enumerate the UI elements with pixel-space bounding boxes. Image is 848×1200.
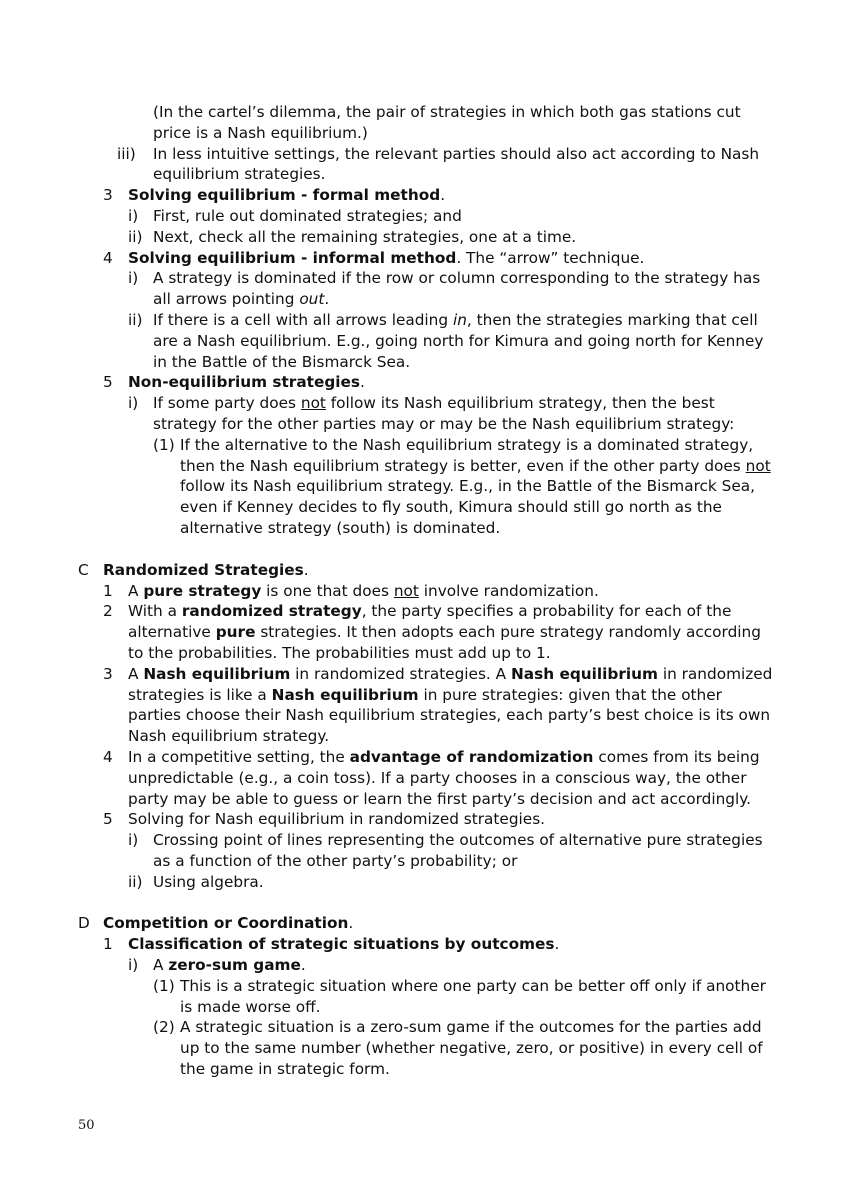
item-text: [153, 310, 778, 372]
bold-term: Nash equilibrium: [271, 685, 419, 704]
item-text: [153, 102, 778, 144]
outline-item: [0, 206, 848, 227]
item-label: D: [78, 914, 90, 933]
text-run: in randomized strategies. A: [290, 664, 511, 683]
item-label: 2: [103, 602, 113, 621]
bold-term: Nash equilibrium: [143, 664, 291, 683]
outline-item: [0, 372, 848, 393]
item-label: (1): [153, 976, 175, 995]
text-run: .: [303, 560, 309, 579]
item-label: ii): [128, 310, 143, 329]
item-label: 1: [103, 581, 113, 600]
outline-item: [0, 872, 848, 893]
item-text: [128, 747, 778, 809]
outline-item: [0, 248, 848, 269]
blank-line: [0, 539, 848, 560]
outline-item: [0, 664, 848, 747]
text-run: In less intuitive settings, the relevant parties should also act according to Nash equilibrium strategies.: [153, 144, 760, 184]
section-heading: [0, 560, 848, 581]
text-run: First, rule out dominated strategies; and: [153, 206, 462, 225]
outline-item: [0, 102, 848, 144]
text-run: In a competitive setting, the: [128, 747, 350, 766]
item-label: ii): [128, 872, 143, 891]
item-text: [153, 206, 778, 227]
text-run: A strategy is dominated if the row or column corresponding to the strategy has all arrows pointing: [153, 269, 761, 309]
text-run: This is a strategic situation where one party can be better off only if another is made worse off.: [180, 976, 766, 1016]
outline-item: [0, 955, 848, 976]
outline-item: [0, 934, 848, 955]
outline-item: [0, 268, 848, 310]
item-label: 5: [103, 810, 113, 829]
text-run: is one that does: [261, 581, 394, 600]
item-text: [128, 248, 778, 269]
item-label: i): [128, 269, 139, 288]
outline-item: [0, 144, 848, 186]
text-run: . The “arrow” technique.: [456, 248, 645, 267]
text-run: .: [360, 373, 365, 392]
text-run: .: [300, 956, 306, 975]
bold-term: Competition or Coordination: [103, 914, 349, 933]
item-text: [153, 144, 778, 186]
item-text: [153, 872, 778, 893]
item-label: C: [78, 560, 89, 579]
underlined-word: not: [393, 581, 419, 600]
item-label: ii): [128, 227, 143, 246]
item-text: [153, 393, 778, 435]
text-run: A: [128, 581, 144, 600]
bold-term: Classification of strategic situations by outcomes: [128, 935, 555, 954]
bold-term: zero-sum game: [168, 956, 301, 975]
section-heading: [0, 913, 848, 934]
text-run: Using algebra.: [153, 872, 264, 891]
item-text: [128, 372, 778, 393]
underlined-word: not: [745, 456, 771, 475]
text-run: If there is a cell with all arrows leading: [153, 310, 453, 329]
item-label: (1): [153, 435, 175, 454]
outline-item: [0, 185, 848, 206]
outline-item: [0, 601, 848, 663]
bold-term: pure strategy: [143, 581, 262, 600]
item-text: [128, 809, 778, 830]
text-run: With a: [128, 602, 182, 621]
item-label: 3: [103, 186, 113, 205]
italic-word: out: [299, 290, 325, 309]
outline-item: [0, 809, 848, 830]
item-text: [128, 934, 778, 955]
text-run: Next, check all the remaining strategies, one at a time.: [153, 227, 577, 246]
item-label: i): [128, 831, 139, 850]
text-run: , then the strategies marking that cell are a Nash equilibrium. E.g., going north for Kimura and going north for Kenney in the Battle of the Bismarck Sea.: [153, 310, 764, 371]
document-body: [0, 102, 848, 1080]
outline-item: [0, 1017, 848, 1079]
text-run: If the alternative to the Nash equilibrium strategy is a dominated strategy, then the Nash equilibrium strategy is better, even if the other party does: [180, 435, 754, 475]
text-run: comes from its being unpredictable (e.g., a coin toss). If a party chooses in a conscious way, the other party may be able to guess or learn the first party’s decision and act accordingly.: [128, 747, 760, 808]
text-run: .: [440, 186, 446, 205]
outline-item: [0, 976, 848, 1018]
bold-term: Randomized Strategies: [103, 560, 304, 579]
item-text: [103, 560, 778, 581]
item-text: [180, 976, 778, 1018]
item-label: iii): [117, 144, 136, 163]
blank-line: [0, 892, 848, 913]
text-run: follow its Nash equilibrium strategy. E.g., in the Battle of the Bismarck Sea, even if Kenney decides to fly south, Kimura should still go north as the alternative strategy (south) is dominated.: [180, 477, 756, 537]
outline-item: [0, 830, 848, 872]
italic-word: in: [452, 310, 467, 329]
outline-item: [0, 435, 848, 539]
item-label: 1: [103, 935, 113, 954]
text-run: in pure strategies: given that the other parties choose their Nash equilibrium strategies, each party’s best choice is its own Nash equilibrium strategy.: [128, 685, 771, 746]
outline-item: [0, 393, 848, 435]
item-label: 5: [103, 373, 113, 392]
text-run: If some party does: [153, 394, 301, 413]
item-text: [153, 955, 778, 976]
bold-term: advantage of randomization: [349, 747, 594, 766]
bold-term: randomized strategy: [181, 602, 362, 621]
bold-term: pure: [215, 623, 256, 642]
underlined-word: not: [300, 394, 326, 413]
outline-item: [0, 227, 848, 248]
bold-term: Solving equilibrium - informal method: [128, 248, 457, 267]
text-run: (In the cartel’s dilemma, the pair of strategies in which both gas stations cut price is a Nash equilibrium.): [153, 103, 741, 142]
item-text: [180, 435, 778, 539]
outline-item: [0, 310, 848, 372]
item-label: 3: [103, 664, 113, 683]
text-run: follow its Nash equilibrium strategy, then the best strategy for the other parties may or may be the Nash equilibrium strategy:: [153, 394, 735, 433]
outline-item: [0, 747, 848, 809]
text-run: Crossing point of lines representing the outcomes of alternative pure strategies as a function of the other party’s probability; or: [153, 831, 763, 870]
text-run: A: [128, 664, 144, 683]
text-run: in randomized strategies is like a: [128, 664, 773, 704]
text-run: , the party specifies a probability for each of the alternative: [128, 602, 732, 642]
text-run: A strategic situation is a zero-sum game if the outcomes for the parties add up to the same number (whether negative, zero, or positive) in every cell of the game in strategic form.: [180, 1018, 763, 1079]
outline-item: [0, 581, 848, 602]
item-text: [128, 664, 778, 747]
text-run: Solving for Nash equilibrium in randomized strategies.: [128, 810, 546, 829]
item-text: [103, 913, 778, 934]
item-label: i): [128, 206, 139, 225]
bold-term: Non-equilibrium strategies: [128, 373, 361, 392]
item-text: [153, 830, 778, 872]
item-label: 4: [103, 248, 113, 267]
item-label: (2): [153, 1018, 175, 1037]
item-label: i): [128, 394, 139, 413]
text-run: .: [348, 914, 354, 933]
text-run: A: [153, 956, 169, 975]
item-text: [128, 601, 778, 663]
item-text: [128, 581, 778, 602]
bold-term: Solving equilibrium - formal method: [128, 186, 441, 205]
item-label: 4: [103, 747, 113, 766]
bold-term: Nash equilibrium: [511, 664, 658, 683]
item-text: [153, 227, 778, 248]
text-run: .: [554, 935, 560, 954]
text-run: strategies. It then adopts each pure strategy randomly according to the probabilities. The probabilities must add up to 1.: [128, 623, 761, 662]
page-number: 50: [78, 1118, 95, 1133]
item-text: [180, 1017, 778, 1079]
text-run: .: [324, 290, 330, 309]
item-text: [153, 268, 778, 310]
item-label: i): [128, 956, 139, 975]
text-run: involve randomization.: [418, 581, 599, 600]
item-text: [128, 185, 778, 206]
